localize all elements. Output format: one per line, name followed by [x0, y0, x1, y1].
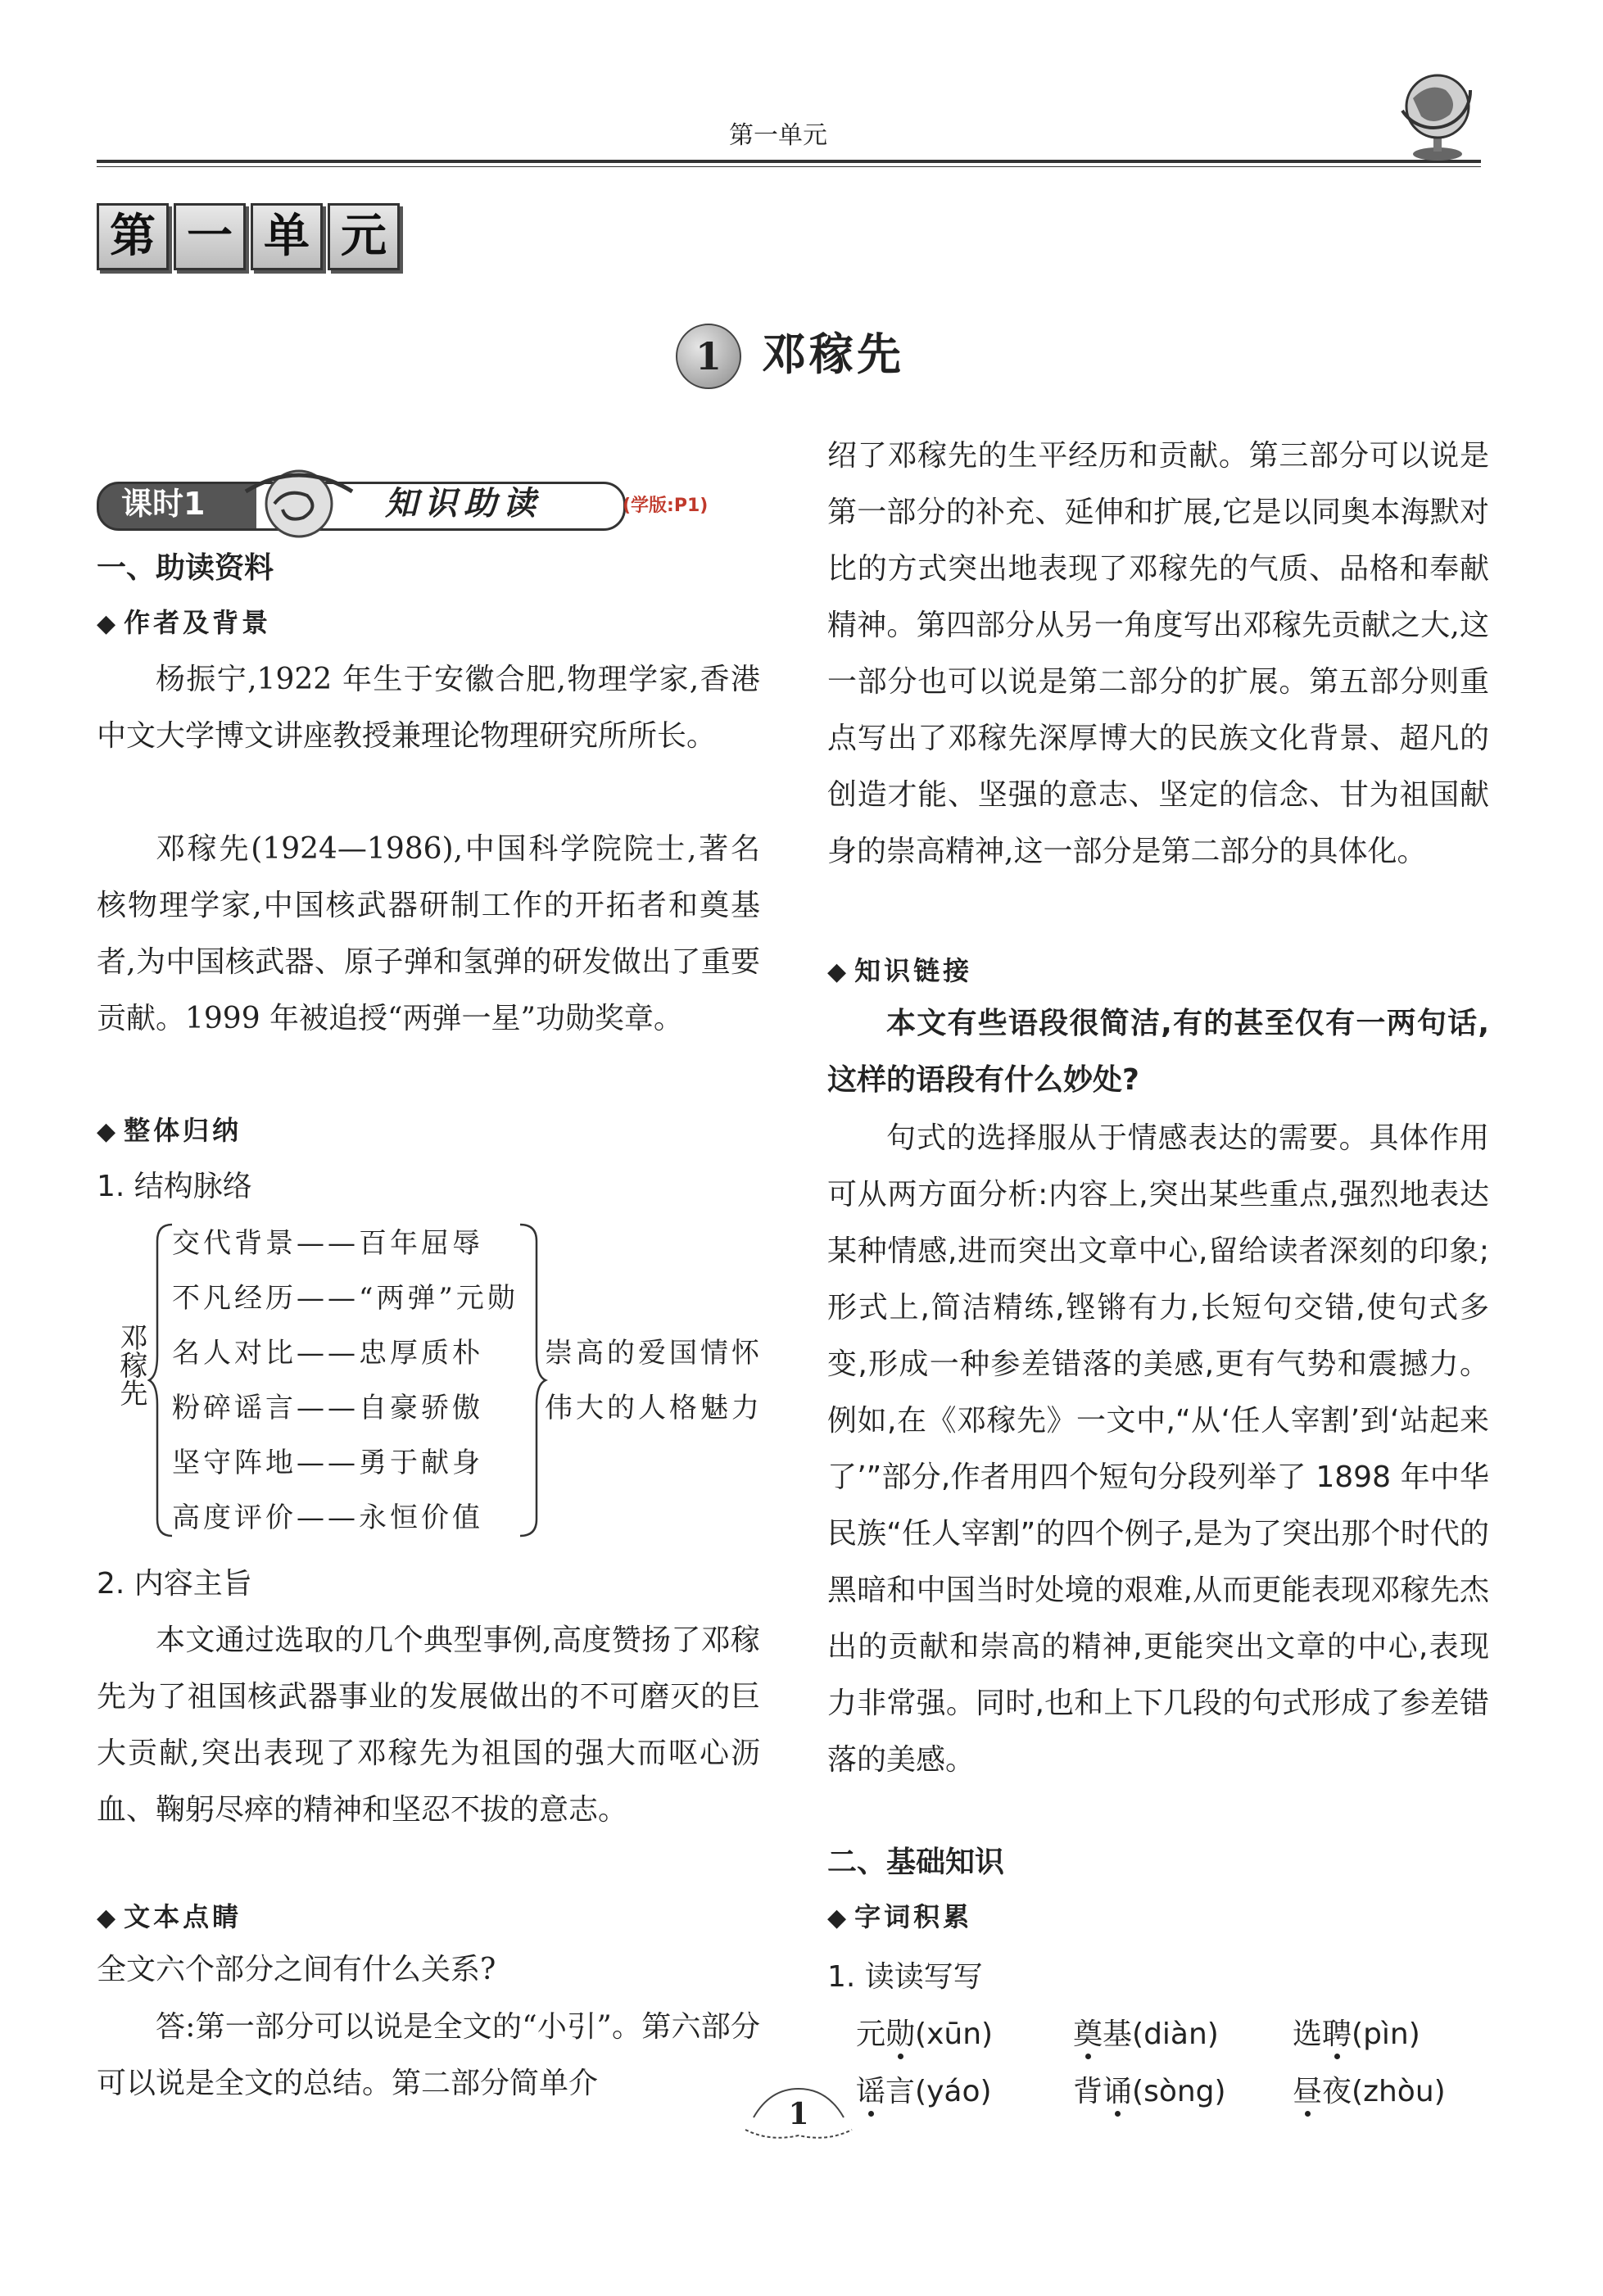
structure-right: 勇于献身: [359, 1447, 483, 1479]
structure-left: 交代背景: [172, 1227, 297, 1260]
globe-icon: [1392, 66, 1483, 164]
diamond-icon: ◆: [97, 609, 120, 638]
section-heading: 二、基础知识: [827, 1845, 1005, 1879]
vocab-char-dotted: [1073, 2017, 1103, 2051]
pinyin: (pìn): [1352, 2017, 1420, 2051]
vocab-item: [856, 2068, 992, 2110]
exercise-title: 1. 读读写写: [827, 1960, 983, 1994]
subsection-title-text: 字词积累: [854, 1901, 973, 1932]
structure-right: 忠厚质朴: [359, 1337, 483, 1370]
structure-left: 不凡经历: [172, 1282, 297, 1315]
header-rule-thin: [97, 166, 1481, 167]
structure-row: 不凡经历——“两弹”元勋: [172, 1282, 518, 1315]
emphasis-dot: [868, 2111, 874, 2117]
running-header: 第一单元: [729, 121, 827, 150]
subsection-title: [827, 950, 972, 988]
vocab-item: [1073, 2068, 1226, 2110]
vocab-char: 背: [1073, 2075, 1103, 2108]
vocab-char: 昼: [1293, 2075, 1323, 2108]
structure-right: 自豪骄傲: [359, 1392, 483, 1424]
header-rule: [97, 160, 1481, 163]
banner-title: 知识助读: [385, 485, 542, 523]
swirl-decoration-icon: [238, 459, 360, 541]
emphasis-dot: [898, 2054, 903, 2059]
vocab-char: 诵: [1103, 2075, 1133, 2108]
subsection-title: [97, 1896, 242, 1934]
structure-left: 名人对比: [172, 1337, 297, 1370]
page-number: 1: [788, 2097, 809, 2131]
vocab-char-dotted: [1322, 2017, 1352, 2051]
diamond-icon: ◆: [827, 958, 850, 986]
structure-row: 交代背景——百年屈辱: [172, 1227, 483, 1260]
subsection-title-text: 知识链接: [854, 955, 973, 986]
pinyin: (sòng): [1132, 2075, 1226, 2108]
structure-left: 粉碎谣言: [172, 1392, 297, 1424]
link-answer: 句式的选择服从于情感表达的需要。具体作用可从两方面分析:内容上,突出某些重点,强烈地表达某种情感,进而突出文章中心,留给读者深刻的印象;形式上,简洁精练,铿锵有力,长短句交错,使句式多变,形成一种参差错落的美感,更有气势和震撼力。例如,在《邓稼先》一文中,“从‘任人宰割’到‘站起来了’”部分,作者用四个短句分段列举了 1898 年中华民族“任人宰割”的四个例子,是为了突出那个时代的黑暗和中国当时处境的艰难,从而更能表现邓稼先杰出的贡献和崇高的精神,更能突出文章的中心,表现力非常强。同时,也和上下几段的句式形成了参差错落的美感。: [827, 1121, 1489, 1777]
subsection-title: [97, 1110, 242, 1148]
subsection-title-text: 作者及背景: [124, 607, 272, 638]
vocab-item: [1293, 2011, 1420, 2053]
diamond-icon: ◆: [97, 1117, 120, 1146]
structure-row: 高度评价——永恒价值: [172, 1501, 483, 1534]
unit-title-char: 第: [97, 203, 169, 270]
structure-row: 名人对比——忠厚质朴: [172, 1337, 483, 1370]
emphasis-dot: [1085, 2054, 1091, 2059]
diamond-icon: ◆: [97, 1904, 120, 1932]
vocab-char: 勋: [885, 2017, 916, 2051]
paragraph: 本文通过选取的几个典型事例,高度赞扬了邓稼先为了祖国核武器事业的发展做出的不可磨灭的巨大贡献,突出表现了邓稼先为祖国的强大而呕心沥血、鞠躬尽瘁的精神和坚忍不拔的意志。: [97, 1624, 760, 1827]
lesson-number-badge: 1: [676, 324, 741, 389]
link-question: 本文有些语段很简洁,有的甚至仅有一两句话,这样的语段有什么妙处?: [827, 1007, 1489, 1097]
structure-conclusion: 崇高的爱国情怀: [545, 1337, 763, 1370]
theme-title: 2. 内容主旨: [97, 1567, 252, 1601]
vocab-char: 奠: [1073, 2017, 1103, 2051]
subsection-title-text: 整体归纳: [124, 1115, 242, 1146]
question: 全文六个部分之间有什么关系?: [97, 1953, 496, 1986]
vocab-char: 夜: [1322, 2075, 1352, 2108]
emphasis-dot: [1115, 2111, 1121, 2117]
vocab-char: 聘: [1322, 2017, 1352, 2051]
structure-right: 百年屈辱: [359, 1227, 483, 1260]
subject-text: 邓稼先: [115, 1323, 147, 1406]
structure-subject: [115, 1323, 147, 1406]
structure-right: 永恒价值: [359, 1501, 483, 1534]
diamond-icon: ◆: [827, 1904, 850, 1932]
vocab-item: [1293, 2068, 1446, 2110]
answer-left: 答:第一部分可以说是全文的“小引”。第六部分可以说是全文的总结。第二部分简单介: [97, 2010, 760, 2100]
subsection-title-text: 文本点睛: [124, 1901, 242, 1932]
banner-label: 课时1: [121, 486, 206, 522]
pinyin: (zhòu): [1352, 2075, 1446, 2108]
unit-title-char: 一: [174, 203, 246, 270]
vocab-char-dotted: [856, 2075, 885, 2108]
answer-right: 绍了邓稼先的生平经历和贡献。第三部分可以说是第一部分的补充、延伸和扩展,它是以同奥本海默对比的方式突出地表现了邓稼先的气质、品格和奉献精神。第四部分从另一角度写出邓稼先贡献之大,这一部分也可以说是第二部分的扩展。第五部分则重点写出了邓稼先深厚博大的民族文化背景、超凡的创造才能、坚强的意志、坚定的信念、甘为祖国献身的崇高精神,这一部分是第二部分的具体化。: [827, 439, 1489, 868]
vocab-char: 基: [1103, 2017, 1133, 2051]
emphasis-dot: [1305, 2111, 1311, 2117]
vocab-char: 选: [1293, 2017, 1323, 2051]
vocab-char-dotted: [1103, 2075, 1132, 2108]
subsection-title: [97, 602, 271, 640]
banner-page-ref: (学版:P1): [623, 496, 709, 516]
structure-left: 坚守阵地: [172, 1447, 297, 1479]
vocab-item: [856, 2011, 993, 2053]
right-brace: [516, 1216, 549, 1544]
paragraph: 杨振宁,1922 年生于安徽合肥,物理学家,香港中文大学博文讲座教授兼理论物理研究所所长。: [97, 663, 760, 753]
vocab-item: [1073, 2011, 1219, 2053]
structure-conclusion: 伟大的人格魅力: [545, 1392, 763, 1424]
structure-row: 粉碎谣言——自豪骄傲: [172, 1392, 483, 1424]
vocab-char-dotted: [885, 2017, 915, 2051]
vocab-char: 谣: [856, 2075, 886, 2108]
paragraph: 邓稼先(1924—1986),中国科学院院士,著名核物理学家,中国核武器研制工作的开拓者和奠基者,为中国核武器、原子弹和氢弹的研发做出了重要贡献。1999 年被追授“两弹一星”功勋奖章。: [97, 832, 760, 1035]
structure-left: 高度评价: [172, 1501, 297, 1534]
unit-title-char: 元: [328, 203, 400, 270]
vocab-char: 元: [856, 2017, 886, 2051]
pinyin: (yáo): [915, 2075, 992, 2108]
subsection-title: [827, 1896, 972, 1934]
structure-right: “两弹”元勋: [359, 1282, 518, 1315]
pinyin: (xūn): [915, 2017, 994, 2051]
section-heading: 一、助读资料: [97, 551, 274, 585]
vocab-char-dotted: [1293, 2075, 1322, 2108]
vocab-char: 言: [885, 2075, 916, 2108]
structure-title: 1. 结构脉络: [97, 1170, 252, 1203]
unit-title-char: 单: [251, 203, 323, 270]
pinyin: (diàn): [1132, 2017, 1219, 2051]
emphasis-dot: [1334, 2054, 1340, 2059]
structure-row: 坚守阵地——勇于献身: [172, 1447, 483, 1479]
lesson-title: 邓稼先: [762, 328, 904, 380]
